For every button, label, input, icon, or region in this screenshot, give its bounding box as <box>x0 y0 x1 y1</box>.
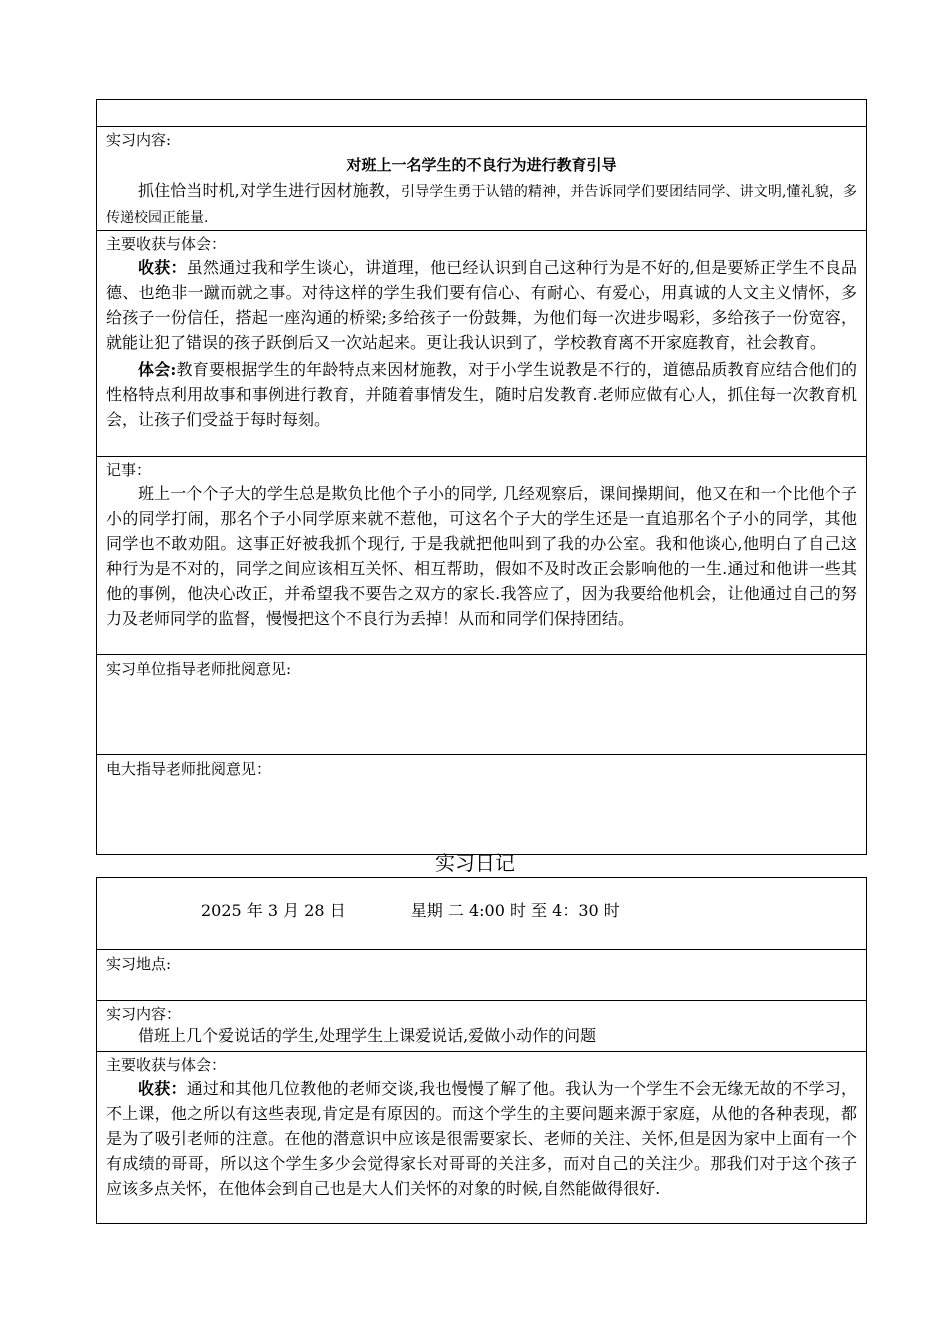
tvu-review-label: 电大指导老师批阅意见： <box>106 760 272 778</box>
second-gains-label: 主要收获与体会： <box>106 1056 227 1074</box>
date-row <box>97 878 866 950</box>
gains-row <box>97 231 866 457</box>
content-lead: 抓住恰当时机,对学生进行因材施教， <box>138 181 401 200</box>
location-row <box>97 950 866 1001</box>
notes-paragraph: 班上一个个子大的学生总是欺负比他个子小的同学, 几经观察后，课间操期间，他又在和一个比他个子小的同学打闹，那名个子小同学原来就不惹他，可这名个子大的学生还是一直追那名个子小的同学，其他同学也不敢劝阻。这事正好被我抓个现行, 于是我就把他叫到了我的办公室。我和他谈心,他明白了自己这种行为是不对的，同学之间应该相互关怀、相互帮助，假如不及时改正会影响他的一生.通过和他讲一些其他的事例，他决心改正，并希望我不要告之双方的家长.我答应了，因为我要给他机会，让他通过自己的努力及老师同学的监督，慢慢把这个不良行为丢掉！从而和同学们保持团结。 <box>106 484 857 628</box>
first-journal-table <box>96 99 867 855</box>
second-content-label: 实习内容： <box>106 1005 182 1023</box>
diary-time: 星期 二 4:00 时 至 4：30 时 <box>410 901 620 920</box>
second-content-text: 借班上几个爱说话的学生,处理学生上课爱说话,爱做小动作的问题 <box>138 1026 597 1045</box>
content-rest: 引导学生勇于认错的精神，并告诉同学们要团结同学、讲文明,懂礼貌，多传递校园正能量. <box>106 184 857 226</box>
diary-date: 2025 年 3 月 28 日 <box>201 901 346 920</box>
insight-paragraph <box>106 357 857 432</box>
second-journal-table <box>96 877 867 1224</box>
content-row <box>97 127 866 231</box>
notes-label: 记事： <box>106 461 152 479</box>
second-gains-row <box>97 1052 866 1223</box>
tvu-review-row <box>97 755 866 854</box>
unit-review-label: 实习单位指导老师批阅意见: <box>106 660 292 678</box>
diary-heading: 实习日记 <box>435 851 515 875</box>
insight-head: 体会: <box>138 360 177 379</box>
second-gain-head: 收获： <box>138 1079 187 1098</box>
notes-row <box>97 457 866 655</box>
content-title: 对班上一名学生的不良行为进行教育引导 <box>346 156 617 174</box>
gain-head: 收获： <box>138 258 187 277</box>
content-paragraph <box>106 178 857 230</box>
content-label: 实习内容: <box>106 131 172 149</box>
unit-review-row <box>97 655 866 755</box>
second-gain-text: 通过和其他几位教他的老师交谈,我也慢慢了解了他。我认为一个学生不会无缘无故的不学习，不上课，他之所以有这些表现,肯定是有原因的。而这个学生的主要问题来源于家庭，从他的各种表现，都是为了吸引老师的注意。在他的潜意识中应该是很需要家长、老师的关注、关怀,但是因为家中上面有一个有成绩的哥哥，所以这个学生多少会觉得家长对哥哥的关注多，而对自己的关注少。那我们对于这个孩子应该多点关怀，在他体会到自己也是大人们关怀的对象的时候,自然能做得很好. <box>106 1079 857 1198</box>
insight-text: 教育要根据学生的年龄特点来因材施教，对于小学生说教是不行的，道德品质教育应结合他们的性格特点利用故事和事例进行教育，并随着事情发生，随时启发教育.老师应做有心人，抓住每一次教育机会，让孩子们受益于每时每刻。 <box>106 360 857 429</box>
gains-label: 主要收获与体会： <box>106 235 227 253</box>
gain-paragraph <box>106 255 857 355</box>
location-label: 实习地点: <box>106 955 172 973</box>
empty-top-row <box>97 100 866 127</box>
second-content-row <box>97 1001 866 1052</box>
second-gain-paragraph <box>106 1076 857 1201</box>
gain-text: 虽然通过我和学生谈心，讲道理，他已经认识到自己这种行为是不好的,但是要矫正学生不良品德、也绝非一蹴而就之事。对待这样的学生我们要有信心、有耐心、有爱心，用真诚的人文主义情怀，多给孩子一份信任，搭起一座沟通的桥梁;多给孩子一份鼓舞，为他们每一次进步喝彩，多给孩子一份宽容，就能让犯了错误的孩子跃倒后又一次站起来。更让我认识到了，学校教育离不开家庭教育，社会教育。 <box>106 258 857 352</box>
